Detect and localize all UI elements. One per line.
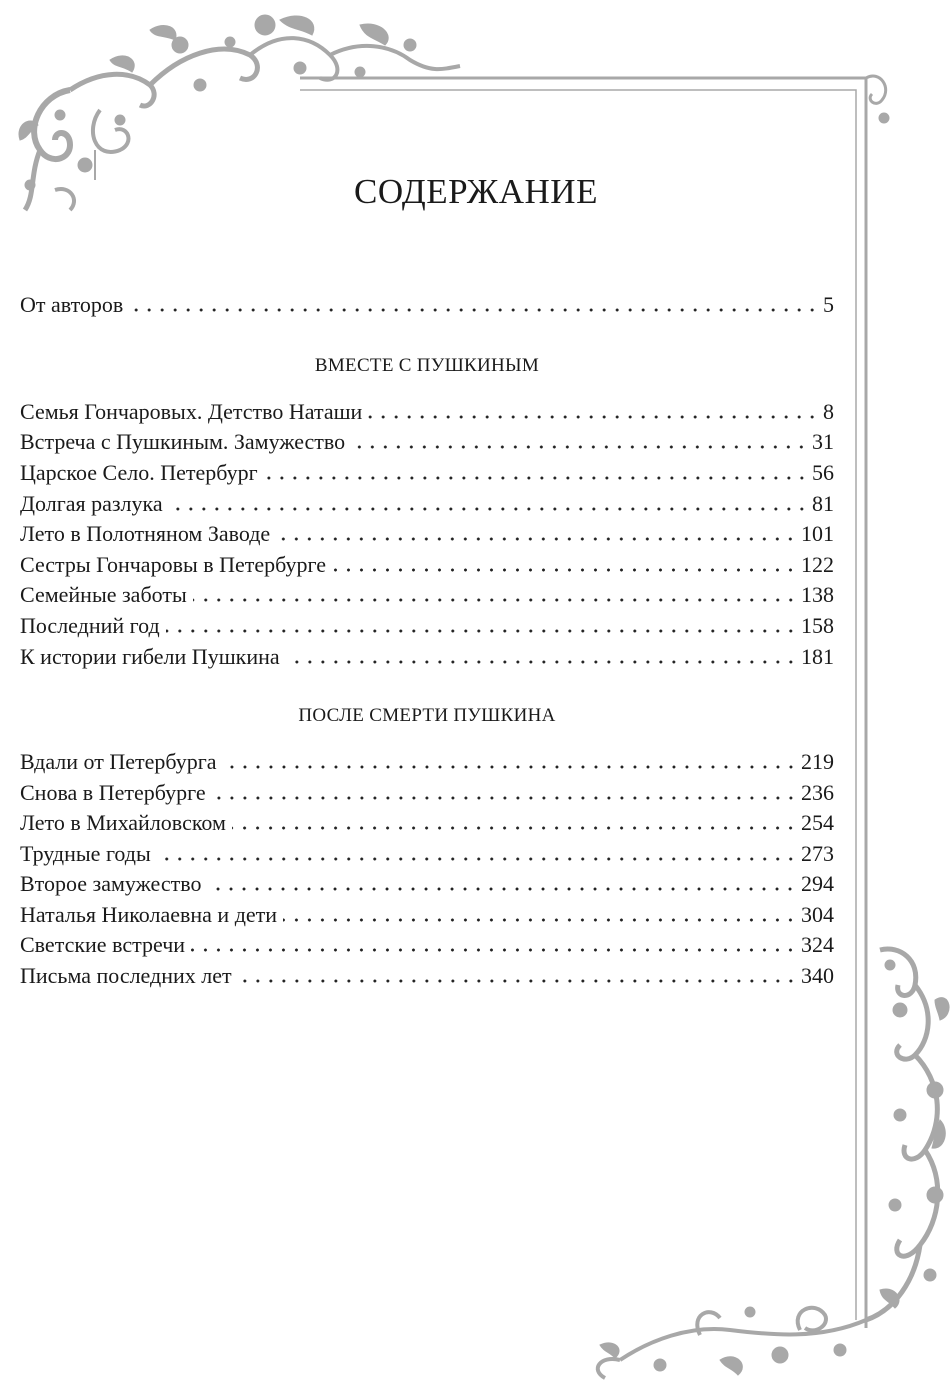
toc-entry-page: 254 — [801, 810, 834, 835]
toc-entry-title: Снова в Петербурге — [20, 780, 206, 805]
top-right-ornament — [866, 76, 889, 123]
dot-leader — [283, 918, 797, 922]
toc-entry[interactable] — [20, 517, 834, 547]
toc-entry-page: 304 — [801, 902, 834, 927]
toc-entry-page: 31 — [812, 429, 834, 454]
toc-entry-page: 8 — [823, 399, 834, 424]
toc-entry[interactable] — [20, 487, 834, 517]
toc-entry-title: Долгая разлука — [20, 491, 163, 516]
dot-leader — [332, 568, 797, 572]
toc-entry-title: Письма последних лет — [20, 963, 232, 988]
page-title: СОДЕРЖАНИЕ — [354, 172, 598, 211]
toc-entry-page: 158 — [801, 613, 834, 638]
toc-entry[interactable] — [20, 548, 834, 578]
toc-entry-title: Царское Село. Петербург — [20, 460, 258, 485]
toc-entry-title: От авторов — [20, 292, 124, 317]
dot-leader — [207, 887, 797, 891]
toc-entry-page: 273 — [801, 841, 834, 866]
dot-leader — [193, 598, 797, 602]
dot-leader — [169, 507, 808, 511]
toc-entry[interactable] — [20, 867, 834, 897]
toc-entry-title: Встреча с Пушкиным. Замужество — [20, 429, 346, 454]
toc-entry-title: Семья Гончаровых. Детство Наташи — [20, 399, 363, 424]
toc-entry-page: 340 — [801, 963, 834, 988]
toc-entry[interactable] — [20, 609, 834, 639]
dot-leader — [166, 629, 797, 633]
dot-leader — [212, 796, 797, 800]
dot-leader — [129, 308, 819, 312]
toc-entry-title: Трудные годы — [20, 841, 151, 866]
toc-entry[interactable] — [20, 898, 834, 928]
toc-entry-title: Второе замужество — [20, 871, 202, 896]
toc-entry[interactable] — [20, 425, 834, 455]
toc-entry-title: Лето в Полотняном Заводе — [20, 521, 271, 546]
dot-leader — [238, 979, 797, 983]
dot-leader — [286, 660, 797, 664]
toc-entry-page: 181 — [801, 644, 834, 669]
toc-entry-page: 294 — [801, 871, 834, 896]
toc-entry[interactable] — [20, 928, 834, 958]
toc-entry-title: К истории гибели Пушкина — [20, 644, 280, 669]
toc-entry-title: Наталья Николаевна и дети — [20, 902, 278, 927]
toc-entry-page: 236 — [801, 780, 834, 805]
dot-leader — [276, 537, 797, 541]
toc-entry-title: Сестры Гончаровы в Петербурге — [20, 552, 327, 577]
dot-leader — [351, 445, 808, 449]
toc-entry-page: 5 — [823, 292, 834, 317]
toc-entry[interactable] — [20, 578, 834, 608]
toc-entry[interactable] — [20, 395, 834, 425]
toc-entry-page: 56 — [812, 460, 834, 485]
toc-entry[interactable] — [20, 745, 834, 775]
section-heading: ПОСЛЕ СМЕРТИ ПУШКИНА — [298, 705, 556, 726]
toc-entry[interactable] — [20, 959, 834, 989]
toc-entry[interactable] — [20, 640, 834, 670]
toc-entry-page: 219 — [801, 749, 834, 774]
toc-entry-title: Последний год — [20, 613, 160, 638]
toc-entry[interactable] — [20, 806, 834, 836]
toc-entry-page: 122 — [801, 552, 834, 577]
frame-line-outer — [300, 78, 866, 1328]
dot-leader — [191, 948, 797, 952]
dot-leader — [157, 857, 797, 861]
toc-entry[interactable] — [20, 456, 834, 486]
toc-entry-title: Вдали от Петербурга — [20, 749, 217, 774]
toc-entry[interactable] — [20, 776, 834, 806]
toc-entry-page: 138 — [801, 582, 834, 607]
toc-entry[interactable] — [20, 837, 834, 867]
toc-entry-title: Лето в Михайловском — [20, 810, 226, 835]
dot-leader — [232, 826, 797, 830]
dot-leader — [264, 476, 808, 480]
toc-entry-intro[interactable] — [20, 288, 834, 318]
toc-entry-page: 324 — [801, 932, 834, 957]
dot-leader — [368, 415, 819, 419]
dot-leader — [223, 765, 797, 769]
section-heading: ВМЕСТЕ С ПУШКИНЫМ — [314, 355, 540, 376]
toc-entry-page: 101 — [801, 521, 834, 546]
toc-entry-title: Семейные заботы — [20, 582, 187, 607]
bottom-right-ornament — [598, 949, 949, 1378]
toc-entry-page: 81 — [812, 491, 834, 516]
toc-entry-title: Светские встречи — [20, 932, 186, 957]
